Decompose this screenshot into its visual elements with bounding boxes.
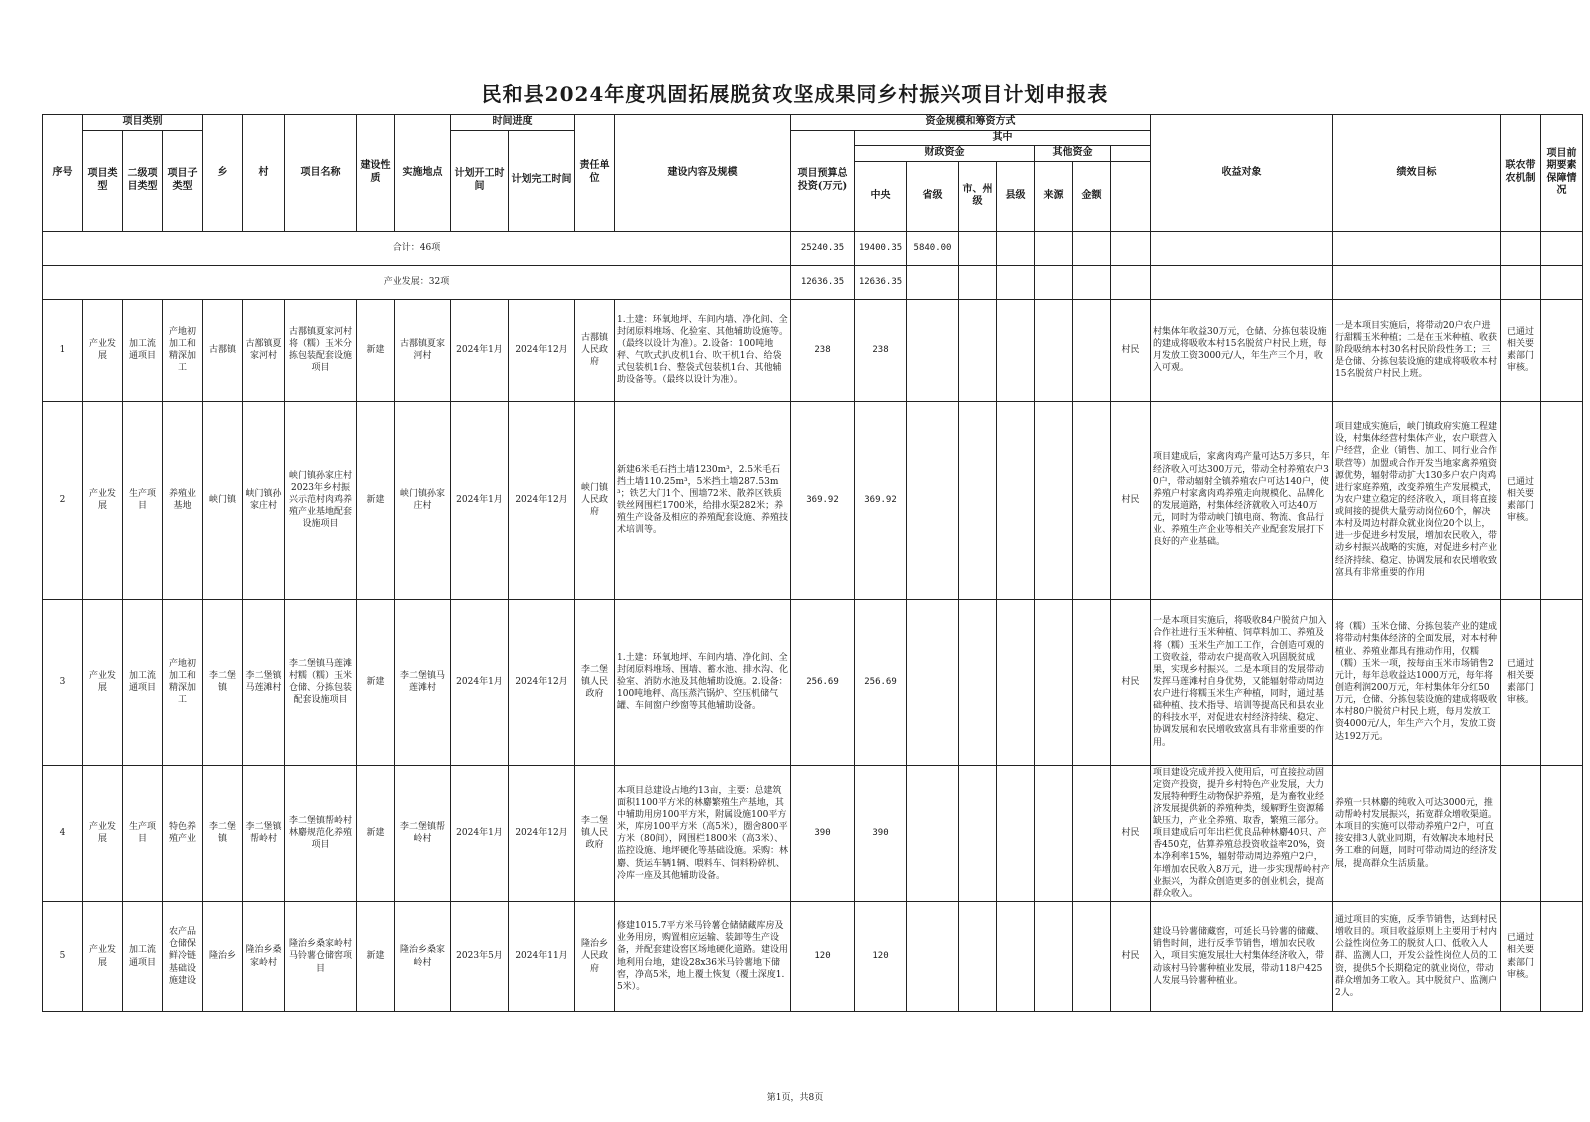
header-beneficiary: 收益对象 <box>1151 115 1333 232</box>
header-budget: 项目预算总投资(万元) <box>791 130 855 231</box>
row-performance: 项目建成后，家禽肉鸡产量可达5万多只，年经济收入可达300万元，带动全村养殖农户30户，带动辐射全镇养殖农户可达140户，使养殖户村家禽肉鸡养殖走向规模化、品牌化的发展道路，村集体经济就收入可达40万元，同时为带动峡门镇电商、物流、食品行业、养殖生产企业等相关产业配套发展打下良好的产业基础。 <box>1151 401 1333 599</box>
row-central: 369.92 <box>855 401 907 599</box>
row-beneficiary: 村民 <box>1111 299 1151 401</box>
row-nature: 新建 <box>357 902 395 1012</box>
row-nature: 新建 <box>357 299 395 401</box>
row-second: 加工流通项目 <box>123 299 163 401</box>
project-table <box>42 114 1583 1012</box>
row-type: 产业发展 <box>83 599 123 765</box>
row-start: 2024年1月 <box>451 401 509 599</box>
row-content: 本项目总建设占地约13亩，主要：总建筑面积1100平方米的林麝繁殖生产基地，其中辅助用房100平方米，附属设施100平方米，库房100平方米（高5米），圈舍800平方米（80间），网围栏1800米（高3米）、监控设施、地坪硬化等基础设施。采购：林麝、货运车辆1辆、喂料车、饲料粉碎机、冷库一座及其他辅助设备。 <box>615 765 791 902</box>
row-location: 古鄯镇夏家河村 <box>395 299 451 401</box>
row-budget: 256.69 <box>791 599 855 765</box>
row-content: 1.土建：环氧地坪、车间内墙、净化间、全封闭原料堆场、围墙、蓄水池、排水沟、化验室、消防水池及其他辅助设施。2.设备：100吨地秤、高压蒸汽锅炉、空压机储气罐、车间窗户纱窗等其他辅助设备。 <box>615 599 791 765</box>
row-location: 李二堡镇马莲滩村 <box>395 599 451 765</box>
row-no: 1 <box>43 299 83 401</box>
table-row <box>43 401 1583 599</box>
total-provincial: 5840.00 <box>907 231 959 265</box>
row-central: 256.69 <box>855 599 907 765</box>
row-name: 峡门镇孙家庄村2023年乡村振兴示范村肉鸡养殖产业基地配套设施项目 <box>285 401 357 599</box>
row-no: 4 <box>43 765 83 902</box>
header-xuhao: 序号 <box>43 115 83 232</box>
row-second: 生产项目 <box>123 765 163 902</box>
row-mechanism: 项目建成实施后，峡门镇政府实施工程建设，村集体经营村集体产业，农户联营入户经营，企业（销售、加工、同行业合作联营等）加盟或合作开发当地家禽养殖资源优势，辐射带动扩大130多户农户肉鸡进行家庭养殖，改变养殖生产发展模式，为农户建立稳定的经济收入，项目将直接或间接的提供大量劳动岗位60个，解决本村及周边村群众就业岗位20个以上，进一步促进乡村发展，增加农民收入，带动乡村振兴战略的实施，对促进乡村产业经济持续、稳定、协调发展和农民增收致富具有非常重要的作用 <box>1333 401 1501 599</box>
row-remark <box>1541 299 1583 401</box>
row-end: 2024年12月 <box>509 299 575 401</box>
row-unit: 峡门镇人民政府 <box>575 401 615 599</box>
header-location: 实施地点 <box>395 115 451 232</box>
header-content: 建设内容及规模 <box>615 115 791 232</box>
header-end-time: 计划完工时间 <box>509 130 575 231</box>
row-budget: 369.92 <box>791 401 855 599</box>
row-start: 2023年5月 <box>451 902 509 1012</box>
row-no: 3 <box>43 599 83 765</box>
row-sub: 产地初加工和精深加工 <box>163 599 203 765</box>
row-performance: 一是本项目实施后，将吸收84户脱贫户加入合作社进行玉米种植、饲草料加工、养殖及将（糯）玉米生产加工工作，合创造可观的工资收益，带动农户提高收入巩固脱贫成果，实现乡村振兴。二是本项目的发展带动发挥马莲滩村自身优势，又能辐射带动周边农户进行将糯玉米生产种植，同时，通过基础种植、技术指导、培训等提高民和县农业的科技水平，对促进农村经济持续、稳定、协调发展和农民增收致富具有非常重要的作用。 <box>1151 599 1333 765</box>
total-label: 合计：46项 <box>43 231 791 265</box>
header-project-category: 项目类别 <box>83 115 203 131</box>
industry-central: 12636.35 <box>855 265 907 299</box>
row-content: 1.土建：环氧地坪、车间内墙、净化间、全封闭原料堆场、化验室、其他辅助设施等。（最终以设计为准）。2.设备：100吨地秤、气吹式扒皮机1台、吹干机1台、给袋式包装机1台、整袋式包装机1台、其他辅助设备等。（最终以设计为准）。 <box>615 299 791 401</box>
row-beneficiary: 村民 <box>1111 401 1151 599</box>
row-village: 古鄯镇夏家河村 <box>243 299 285 401</box>
row-name: 隆治乡桑家岭村马铃薯仓储窖项目 <box>285 902 357 1012</box>
header-project-type: 项目类型 <box>83 130 123 231</box>
row-sub: 特色养殖产业 <box>163 765 203 902</box>
row-no: 2 <box>43 401 83 599</box>
row-nature: 新建 <box>357 401 395 599</box>
row-township: 李二堡镇 <box>203 599 243 765</box>
header-county: 县级 <box>997 161 1035 231</box>
row-end: 2024年12月 <box>509 401 575 599</box>
row-remark <box>1541 599 1583 765</box>
row-no: 5 <box>43 902 83 1012</box>
header-source: 来源 <box>1035 161 1073 231</box>
row-end: 2024年12月 <box>509 599 575 765</box>
row-nature: 新建 <box>357 765 395 902</box>
header-build-nature: 建设性质 <box>357 115 395 232</box>
row-guarantee <box>1501 765 1541 902</box>
row-second: 加工流通项目 <box>123 902 163 1012</box>
row-mechanism: 通过项目的实施，反季节销售，达到村民增收目的。项目收益原则上主要用于村内公益性岗位务工的脱贫人口、低收入人群、监测人口，开发公益性岗位人员的工资，提供5个长期稳定的就业岗位，带动群众增加务工收入。其中脱贫户、监测户2人。 <box>1333 902 1501 1012</box>
header-project-name: 项目名称 <box>285 115 357 232</box>
header-central: 中央 <box>855 161 907 231</box>
industry-budget: 12636.35 <box>791 265 855 299</box>
table-row <box>43 599 1583 765</box>
header-empty-cell <box>1111 146 1151 162</box>
row-guarantee: 已通过相关要素部门审核。 <box>1501 401 1541 599</box>
row-performance: 建设马铃薯储藏窖，可延长马铃薯的储藏、销售时间，进行反季节销售，增加农民收入，项目实施发展壮大村集体经济收入，带动该村马铃薯种植业发展，带动118户425人发展马铃薯种植业。 <box>1151 902 1333 1012</box>
row-unit: 古鄯镇人民政府 <box>575 299 615 401</box>
industry-label: 产业发展：32项 <box>43 265 791 299</box>
header-sub-type: 项目子类型 <box>163 130 203 231</box>
page-title: 民和县2024年度巩固拓展脱贫攻坚成果同乡村振兴项目计划申报表 <box>481 82 1109 106</box>
row-guarantee: 已通过相关要素部门审核。 <box>1501 902 1541 1012</box>
row-central: 238 <box>855 299 907 401</box>
industry-row <box>43 265 1583 299</box>
header-city: 市、州级 <box>959 161 997 231</box>
header-other: 其他资金 <box>1035 146 1111 162</box>
row-mechanism: 一是本项目实施后，将带动20户农户进行甜糯玉米种植；二是在玉米种植、收获阶段吸纳本村30名村民阶段性务工；三是仓储、分拣包装设施的建成将吸收本村15名脱贫户村民上班。 <box>1333 299 1501 401</box>
header-fund-scale: 资金规模和筹资方式 <box>791 115 1151 131</box>
row-end: 2024年11月 <box>509 902 575 1012</box>
row-name: 古鄯镇夏家河村将（糯）玉米分拣包装配套设施项目 <box>285 299 357 401</box>
row-beneficiary: 村民 <box>1111 765 1151 902</box>
header-performance: 绩效目标 <box>1333 115 1501 232</box>
row-start: 2024年1月 <box>451 765 509 902</box>
header-second-type: 二级项目类型 <box>123 130 163 231</box>
page-footer: 第1页，共8页 <box>766 1093 824 1103</box>
row-budget: 238 <box>791 299 855 401</box>
row-name: 李二堡镇马莲滩村糯（糯）玉米仓储、分拣包装配套设施项目 <box>285 599 357 765</box>
row-content: 修建1015.7平方米马铃薯仓储储藏库房及业务用房，购置相应运输、装卸等生产设备，并配套建设窖区场地硬化道路。建设用地利用台地，建设28x36米马铃薯地下储窖，净高5米，地上覆土恢复（覆土深度1.5米）。 <box>615 902 791 1012</box>
header-unit: 责任单位 <box>575 115 615 232</box>
row-village: 李二堡镇帮岭村 <box>243 765 285 902</box>
row-mechanism: 养殖一只林麝的纯收入可达3000元，推动帮岭村发展振兴，拓宽群众增收渠道。本项目的实施可以带动养殖户2户，可直接安排3人就业同期，有效解决本地村民务工难的问题，同时可带动周边的经济发展，提高群众生活质量。 <box>1333 765 1501 902</box>
header-time-progress: 时间进度 <box>451 115 575 131</box>
header-village: 村 <box>243 115 285 232</box>
header-guarantee: 项目前期要素保障情况 <box>1541 115 1583 232</box>
row-beneficiary: 村民 <box>1111 599 1151 765</box>
header-start-time: 计划开工时间 <box>451 130 509 231</box>
header-mechanism: 联农带农机制 <box>1501 115 1541 232</box>
table-row <box>43 299 1583 401</box>
row-township: 古鄯镇 <box>203 299 243 401</box>
row-type: 产业发展 <box>83 299 123 401</box>
row-remark <box>1541 401 1583 599</box>
row-sub: 产地初加工和精深加工 <box>163 299 203 401</box>
header-blank-cell <box>1111 161 1151 231</box>
header-provincial: 省级 <box>907 161 959 231</box>
row-village: 峡门镇孙家庄村 <box>243 401 285 599</box>
row-sub: 养殖业基地 <box>163 401 203 599</box>
total-row <box>43 231 1583 265</box>
row-nature: 新建 <box>357 599 395 765</box>
row-end: 2024年12月 <box>509 765 575 902</box>
row-village: 李二堡镇马莲滩村 <box>243 599 285 765</box>
row-sub: 农产品仓储保鲜冷链基础设施建设 <box>163 902 203 1012</box>
row-second: 生产项目 <box>123 401 163 599</box>
row-township: 峡门镇 <box>203 401 243 599</box>
row-unit: 李二堡镇人民政府 <box>575 599 615 765</box>
table-row <box>43 765 1583 902</box>
header-among: 其中 <box>855 130 1151 146</box>
row-type: 产业发展 <box>83 765 123 902</box>
row-location: 隆治乡桑家岭村 <box>395 902 451 1012</box>
row-performance: 项目建设完成并投入使用后，可直接拉动固定资产投资，提升乡村特色产业发展，大力发展特种野生动物保护养殖，是为畜牧业经济发展提供新的养殖种类，缓解野生资源稀缺压力，产业全养殖、取香，繁殖三部分。项目建成后可年出栏优良品种林麝40只、产香450克，估算养殖总投资收益率20%，资本净利率15%，辐射带动周边养殖户2户，年增加农民收入8万元，进一步实现帮岭村产业振兴，为群众创造更多的创业机会，提高群众收入。 <box>1151 765 1333 902</box>
row-beneficiary: 村民 <box>1111 902 1151 1012</box>
total-budget: 25240.35 <box>791 231 855 265</box>
row-guarantee: 已通过相关要素部门审核。 <box>1501 599 1541 765</box>
row-start: 2024年1月 <box>451 299 509 401</box>
header-amount: 金额 <box>1073 161 1111 231</box>
header-fiscal: 财政资金 <box>855 146 1035 162</box>
row-central: 120 <box>855 902 907 1012</box>
row-budget: 390 <box>791 765 855 902</box>
row-location: 峡门镇孙家庄村 <box>395 401 451 599</box>
row-second: 加工流通项目 <box>123 599 163 765</box>
row-guarantee: 已通过相关要素部门审核。 <box>1501 299 1541 401</box>
row-type: 产业发展 <box>83 401 123 599</box>
row-remark <box>1541 902 1583 1012</box>
row-content: 新建6米毛石挡土墙1230m³，2.5米毛石挡土墙110.25m³，5米挡土墙287.53m³；铁艺大门1个、围墙72米、散养区铁质铁丝网围栏1700米，给排水渠282米；养殖生产设备及相应的养殖配套设施、养殖技术培训等。 <box>615 401 791 599</box>
row-township: 隆治乡 <box>203 902 243 1012</box>
row-performance: 村集体年收益30万元，仓储、分拣包装设施的建成将吸收本村15名脱贫户村民上班，每月发放工资3000元/人，年生产三个月，收入可观。 <box>1151 299 1333 401</box>
row-township: 李二堡镇 <box>203 765 243 902</box>
row-unit: 李二堡镇人民政府 <box>575 765 615 902</box>
row-mechanism: 将（糯）玉米仓储、分拣包装产业的建成将带动村集体经济的全面发展，对本村种植业、养殖业都具有推动作用，仅糯（糯）玉米一项，按每亩玉米市场销售2元计，每年总收益达1000万元，每年将创造利润200万元，年村集体年分红50万元，仓储、分拣包装设施的建成将吸收本村80户脱贫户村民上班，每月发放工资4000元/人，年生产六个月，发放工资达192万元。 <box>1333 599 1501 765</box>
table-row <box>43 902 1583 1012</box>
row-remark <box>1541 765 1583 902</box>
row-budget: 120 <box>791 902 855 1012</box>
total-central: 19400.35 <box>855 231 907 265</box>
row-village: 隆治乡桑家岭村 <box>243 902 285 1012</box>
row-location: 李二堡镇帮岭村 <box>395 765 451 902</box>
row-type: 产业发展 <box>83 902 123 1012</box>
row-start: 2024年1月 <box>451 599 509 765</box>
row-central: 390 <box>855 765 907 902</box>
row-unit: 隆治乡人民政府 <box>575 902 615 1012</box>
header-township: 乡 <box>203 115 243 232</box>
row-name: 李二堡镇帮岭村林麝规范化养殖项目 <box>285 765 357 902</box>
